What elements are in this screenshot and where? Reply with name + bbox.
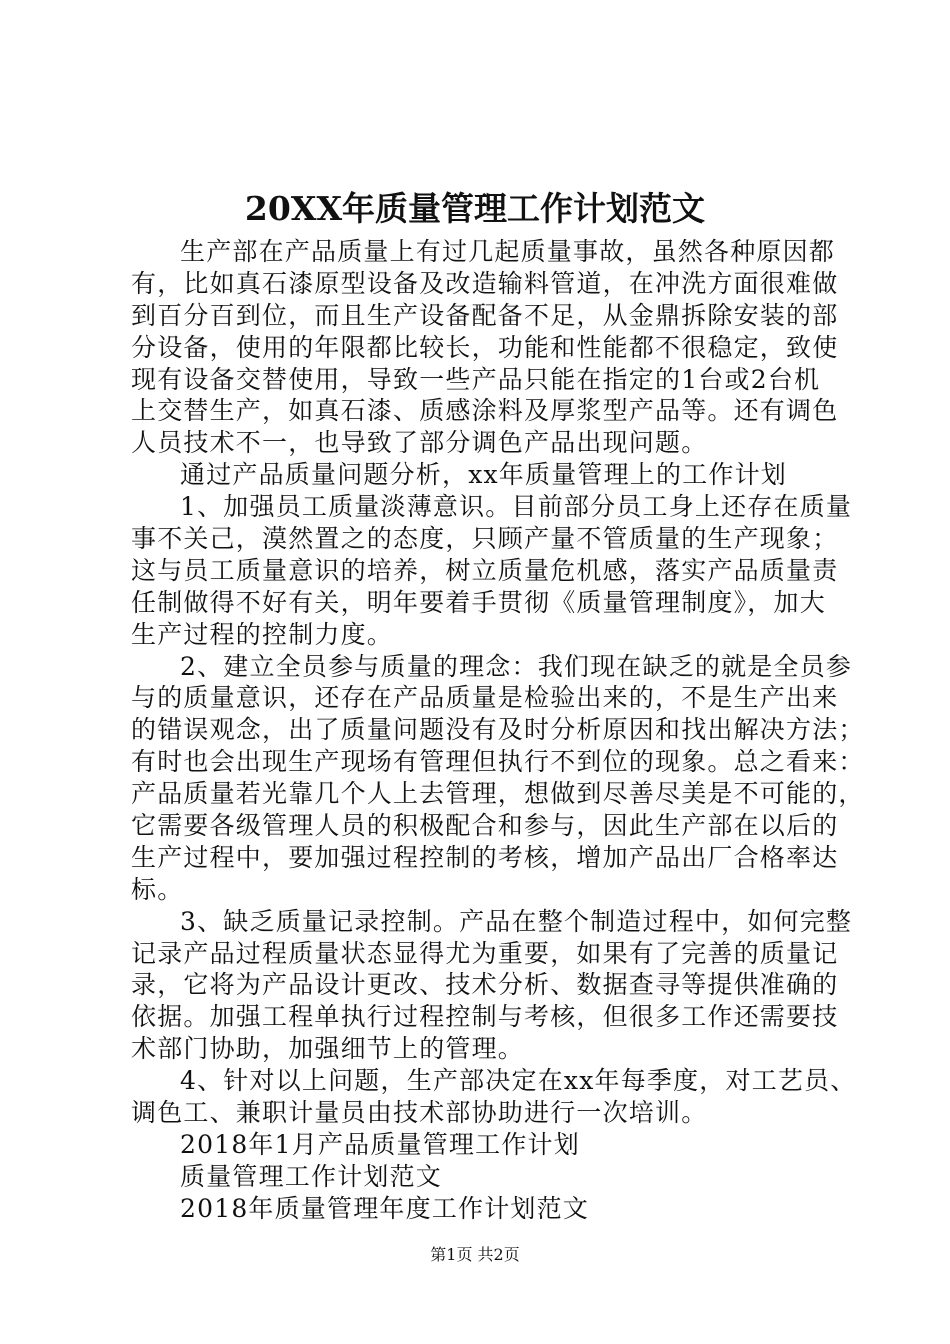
text-line: 记录产品过程质量状态显得尤为重要，如果有了完善的质量记 xyxy=(131,938,839,968)
text-line: 分设备，使用的年限都比较长，功能和性能都不很稳定，致使 xyxy=(131,332,839,362)
page-footer: 第1页 共2页 xyxy=(430,1245,520,1264)
text-line: 这与员工质量意识的培养，树立质量危机感，落实产品质量责 xyxy=(131,555,839,585)
text-line: 到百分百到位，而且生产设备配备不足，从金鼎拆除安装的部 xyxy=(131,300,839,330)
text-line: 它需要各级管理人员的积极配合和参与，因此生产部在以后的 xyxy=(131,811,839,841)
text-line: 1、加强员工质量淡薄意识。目前部分员工身上还存在质量 xyxy=(180,492,853,522)
text-line: 产品质量若光靠几个人上去管理，想做到尽善尽美是不可能的， xyxy=(131,779,865,809)
text-line: 3、缺乏质量记录控制。产品在整个制造过程中，如何完整 xyxy=(180,906,853,936)
text-line: 质量管理工作计划范文 xyxy=(180,1161,443,1191)
document-title: 20XX年质量管理工作计划范文 xyxy=(244,189,706,228)
text-line: 4、针对以上问题，生产部决定在xx年每季度，对工艺员、 xyxy=(180,1066,857,1096)
text-line: 现有设备交替使用，导致一些产品只能在指定的1台或2台机 xyxy=(131,364,821,394)
text-line: 上交替生产，如真石漆、质感涂料及厚浆型产品等。还有调色 xyxy=(131,396,839,426)
text-line: 人员技术不一，也导致了部分调色产品出现问题。 xyxy=(131,428,708,458)
text-line: 有时也会出现生产现场有管理但执行不到位的现象。总之看来： xyxy=(131,747,865,777)
text-line: 2、建立全员参与质量的理念：我们现在缺乏的就是全员参 xyxy=(180,651,853,681)
text-line: 生产过程的控制力度。 xyxy=(131,619,394,649)
text-line: 事不关己，漠然置之的态度，只顾产量不管质量的生产现象； xyxy=(131,524,839,554)
text-line: 标。 xyxy=(131,874,184,904)
text-line: 依据。加强工程单执行过程控制与考核，但很多工作还需要技 xyxy=(131,1002,839,1032)
text-line: 的错误观念，出了质量问题没有及时分析原因和找出解决方法； xyxy=(131,715,865,745)
text-line: 生产部在产品质量上有过几起质量事故，虽然各种原因都 xyxy=(180,237,836,266)
text-line: 2018年1月产品质量管理工作计划 xyxy=(180,1129,580,1159)
document-body xyxy=(131,236,865,1225)
text-line: 与的质量意识，还存在产品质量是检验出来的，不是生产出来 xyxy=(131,683,839,713)
text-line: 生产过程中，要加强过程控制的考核，增加产品出厂合格率达 xyxy=(131,842,839,872)
text-line: 2018年质量管理年度工作计划范文 xyxy=(180,1193,590,1223)
text-line: 录，它将为产品设计更改、技术分析、数据查寻等提供准确的 xyxy=(131,970,839,1000)
text-line: 调色工、兼职计量员由技术部协助进行一次培训。 xyxy=(131,1098,708,1128)
text-line: 术部门协助，加强细节上的管理。 xyxy=(131,1034,525,1064)
text-line: 任制做得不好有关，明年要着手贯彻《质量管理制度》，加大 xyxy=(131,587,826,617)
text-line: 通过产品质量问题分析，xx年质量管理上的工作计划 xyxy=(180,460,788,490)
text-line: 有，比如真石漆原型设备及改造输料管道，在冲洗方面很难做 xyxy=(131,268,839,298)
